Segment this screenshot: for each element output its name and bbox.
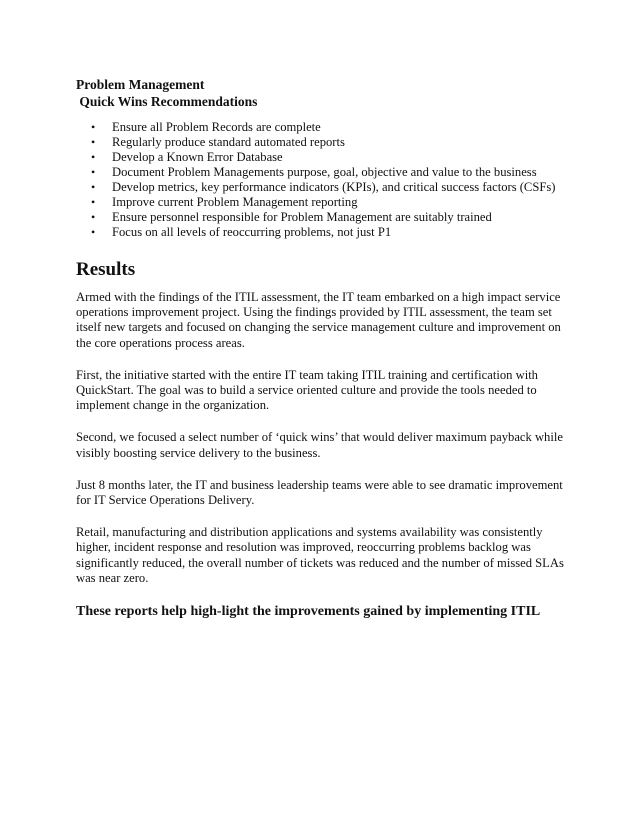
results-paragraph: First, the initiative started with the entire IT team taking ITIL training and certification with QuickStart. The goal was to build a service oriented culture and provide the tools needed to implement change in the organization. <box>76 367 538 413</box>
list-item <box>76 150 566 165</box>
section-heading-quick-wins: Quick Wins Recommendations <box>76 94 258 109</box>
bullet-icon: • <box>91 180 96 194</box>
list-item <box>76 225 566 240</box>
document-content <box>76 76 566 620</box>
results-paragraph: Retail, manufacturing and distribution applications and systems availability was consistently higher, incident response and resolution was improved, reoccurring problems backlog was significantly reduced, the overall number of tickets was reduced and the number of missed SLAs was near zero. <box>76 525 564 585</box>
results-paragraph: Armed with the findings of the ITIL assessment, the IT team embarked on a high impact service operations improvement project. Using the findings provided by ITIL assessment, the team set itself new targets and focused on changing the service management culture and improvement on the core operations process areas. <box>76 290 561 350</box>
section-heading-problem-management: Problem Management <box>76 77 205 92</box>
results-paragraph: Just 8 months later, the IT and business leadership teams were able to see dramatic improvement for IT Service Operations Delivery. <box>76 477 563 508</box>
list-item-text: Regularly produce standard automated reports <box>112 135 345 149</box>
bullet-icon: • <box>91 120 96 134</box>
list-item-text: Document Problem Managements purpose, goal, objective and value to the business <box>112 165 537 179</box>
list-item-text: Develop a Known Error Database <box>112 150 283 164</box>
results-paragraph: Second, we focused a select number of ‘quick wins’ that would deliver maximum payback while visibly boosting service delivery to the business. <box>76 430 563 460</box>
list-item <box>76 180 566 195</box>
bullet-icon: • <box>91 195 96 209</box>
list-item-text: Focus on all levels of reoccurring problems, not just P1 <box>112 225 392 239</box>
bullet-icon: • <box>91 225 96 239</box>
quick-wins-list <box>76 120 566 240</box>
bullet-icon: • <box>91 135 96 149</box>
list-item <box>76 120 566 135</box>
list-item-text: Ensure all Problem Records are complete <box>112 120 321 134</box>
list-item <box>76 165 566 180</box>
list-item-text: Ensure personnel responsible for Problem Management are suitably trained <box>112 210 492 224</box>
bullet-icon: • <box>91 150 96 164</box>
results-heading: Results <box>76 259 136 280</box>
list-item-text: Develop metrics, key performance indicators (KPIs), and critical success factors (CSFs) <box>112 180 556 194</box>
list-item-text: Improve current Problem Management reporting <box>112 195 358 209</box>
bullet-icon: • <box>91 210 96 224</box>
list-item <box>76 195 566 210</box>
closing-statement: These reports help high-light the improvements gained by implementing ITIL <box>76 604 541 620</box>
list-item <box>76 210 566 225</box>
bullet-icon: • <box>91 165 96 179</box>
list-item <box>76 135 566 150</box>
